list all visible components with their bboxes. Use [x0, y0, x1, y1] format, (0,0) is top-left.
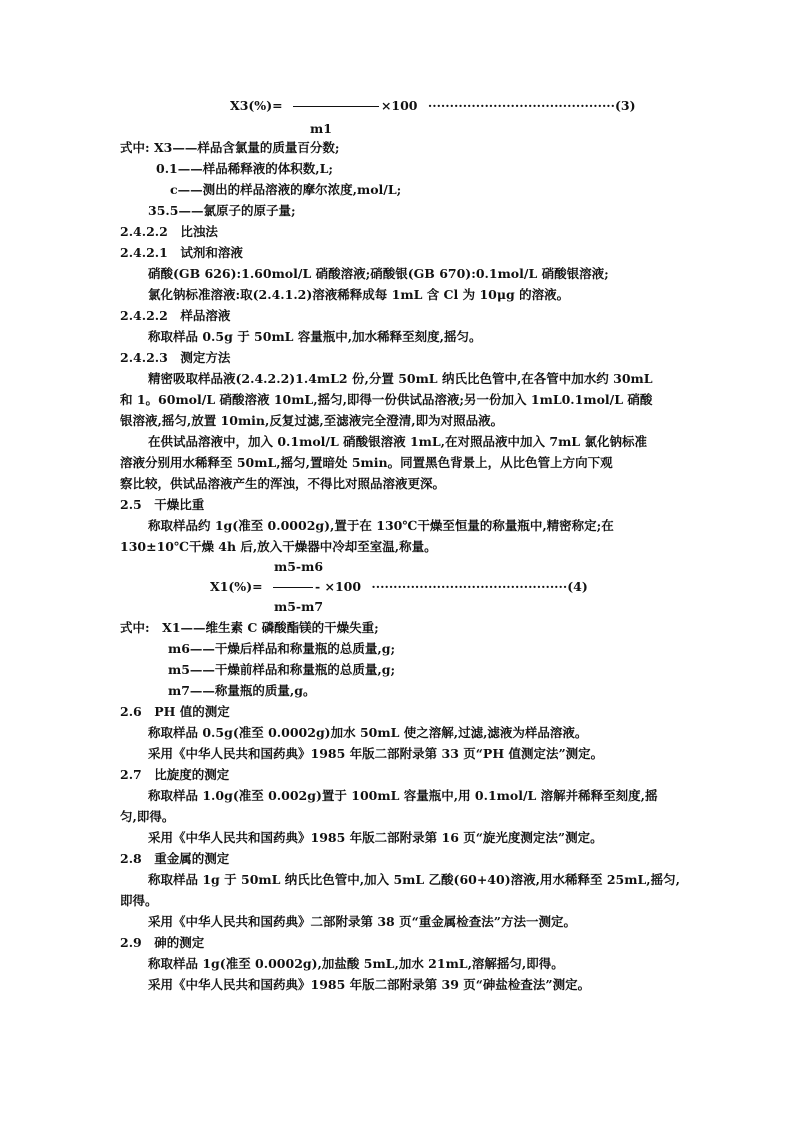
paragraph-line: 溶液分别用水稀释至 50mL,摇匀,置暗处 5min。同置黑色背景上，从比色管上方向下观	[120, 455, 613, 470]
paragraph-line: 称取样品 1.0g(准至 0.002g)置于 100mL 容量瓶中,用 0.1mol/L 溶解并稀释至刻度,摇	[148, 788, 658, 803]
paragraph-line: 采用《中华人民共和国药典》1985 年版二部附录第 33 页“PH 值测定法”测定。	[148, 746, 604, 761]
paragraph-line: 匀,即得。	[120, 809, 175, 824]
formula-3-leader-dots: ···········································	[427, 98, 616, 113]
formula-4-row	[210, 579, 588, 595]
section-heading: 2.4.2.2 比浊法	[120, 224, 218, 239]
paragraph-line: 和 1。60mol/L 硝酸溶液 10mL,摇匀,即得一份供试品溶液;另一份加入 1mL0.1mol/L 硝酸	[120, 392, 653, 407]
formula-3-multiplier: ×100	[380, 98, 418, 113]
fraction-bar	[273, 587, 313, 588]
paragraph-line: 在供试品溶液中，加入 0.1mol/L 硝酸银溶液 1mL,在对照品液中加入 7mL 氯化钠标准	[148, 434, 647, 449]
formula-4-numerator: m5-m6	[274, 559, 324, 574]
fraction-bar	[293, 106, 379, 107]
where-4-item-1: m6——干燥后样品和称量瓶的总质量,g;	[168, 641, 396, 656]
where-3-intro: 式中: X3——样品含氯量的质量百分数;	[120, 140, 340, 155]
paragraph-line: 称取样品 0.5g 于 50mL 容量瓶中,加水稀释至刻度,摇匀。	[148, 329, 482, 344]
paragraph-line: 称取样品约 1g(准至 0.0002g),置于在 130℃干燥至恒量的称量瓶中,精密称定;在	[148, 518, 614, 533]
section-heading: 2.4.2.2 样品溶液	[120, 308, 231, 323]
where-3-item-3: 35.5——氯原子的原子量;	[148, 203, 296, 218]
formula-4-leader-dots: ·············································	[371, 579, 568, 594]
where-3-item-2: c——测出的样品溶液的摩尔浓度,mol/L;	[170, 182, 402, 197]
where-4-item-2: m5——干燥前样品和称量瓶的总质量,g;	[168, 662, 396, 677]
formula-4-lhs: X1(%)=	[210, 579, 263, 594]
paragraph-line: 察比较，供试品溶液产生的浑浊，不得比对照品溶液更深。	[120, 476, 446, 491]
section-heading: 2.5 干燥比重	[120, 497, 205, 512]
paragraph-line: 精密吸取样品液(2.4.2.2)1.4mL2 份,分置 50mL 纳氏比色管中,在各管中加水约 30mL	[148, 371, 653, 386]
section-heading: 2.9 砷的测定	[120, 935, 205, 950]
paragraph-line: 称取样品 1g 于 50mL 纳氏比色管中,加入 5mL 乙酸(60+40)溶液,用水稀释至 25mL,摇匀,	[148, 872, 680, 887]
formula-3-denominator: m1	[310, 121, 332, 136]
section-heading: 2.8 重金属的测定	[120, 851, 230, 866]
where-4-item-3: m7——称量瓶的质量,g。	[168, 683, 316, 698]
where-3-item-1: 0.1——样品稀释液的体积数,L;	[156, 161, 334, 176]
formula-3-lhs: X3(%)=	[230, 98, 283, 113]
where-4-intro: 式中: X1——维生素 C 磷酸酯镁的干燥失重;	[120, 620, 379, 635]
paragraph-line: 氯化钠标准溶液:取(2.4.1.2)溶液稀释成每 1mL 含 Cl 为 10μg 的溶液。	[148, 287, 570, 302]
paragraph-line: 银溶液,摇匀,放置 10min,反复过滤,至滤液完全澄清,即为对照品液。	[120, 413, 504, 428]
formula-4-multiplier: - ×100	[314, 579, 362, 594]
section-heading: 2.4.2.3 测定方法	[120, 350, 231, 365]
section-heading: 2.4.2.1 试剂和溶液	[120, 245, 243, 260]
paragraph-line: 称取样品 1g(准至 0.0002g),加盐酸 5mL,加水 21mL,溶解摇匀,即得。	[148, 956, 564, 971]
paragraph-line: 采用《中华人民共和国药典》二部附录第 38 页“重金属检查法”方法一测定。	[148, 914, 576, 929]
paragraph-line: 采用《中华人民共和国药典》1985 年版二部附录第 16 页“旋光度测定法”测定。	[148, 830, 603, 845]
formula-4-number: (4)	[567, 579, 588, 594]
formula-4-denominator: m5-m7	[274, 599, 324, 614]
section-heading: 2.7 比旋度的测定	[120, 767, 230, 782]
paragraph-line: 采用《中华人民共和国药典》1985 年版二部附录第 39 页“砷盐检查法”测定。	[148, 977, 591, 992]
paragraph-line: 130±10℃干燥 4h 后,放入干燥器中冷却至室温,称量。	[120, 539, 437, 554]
paragraph-line: 称取样品 0.5g(准至 0.0002g)加水 50mL 使之溶解,过滤,滤液为样品溶液。	[148, 725, 588, 740]
paragraph-line: 即得。	[120, 893, 158, 908]
formula-3-row	[230, 98, 636, 114]
section-heading: 2.6 PH 值的测定	[120, 704, 230, 719]
formula-3-number: (3)	[615, 98, 636, 113]
paragraph-line: 硝酸(GB 626):1.60mol/L 硝酸溶液;硝酸银(GB 670):0.1mol/L 硝酸银溶液;	[148, 266, 609, 281]
